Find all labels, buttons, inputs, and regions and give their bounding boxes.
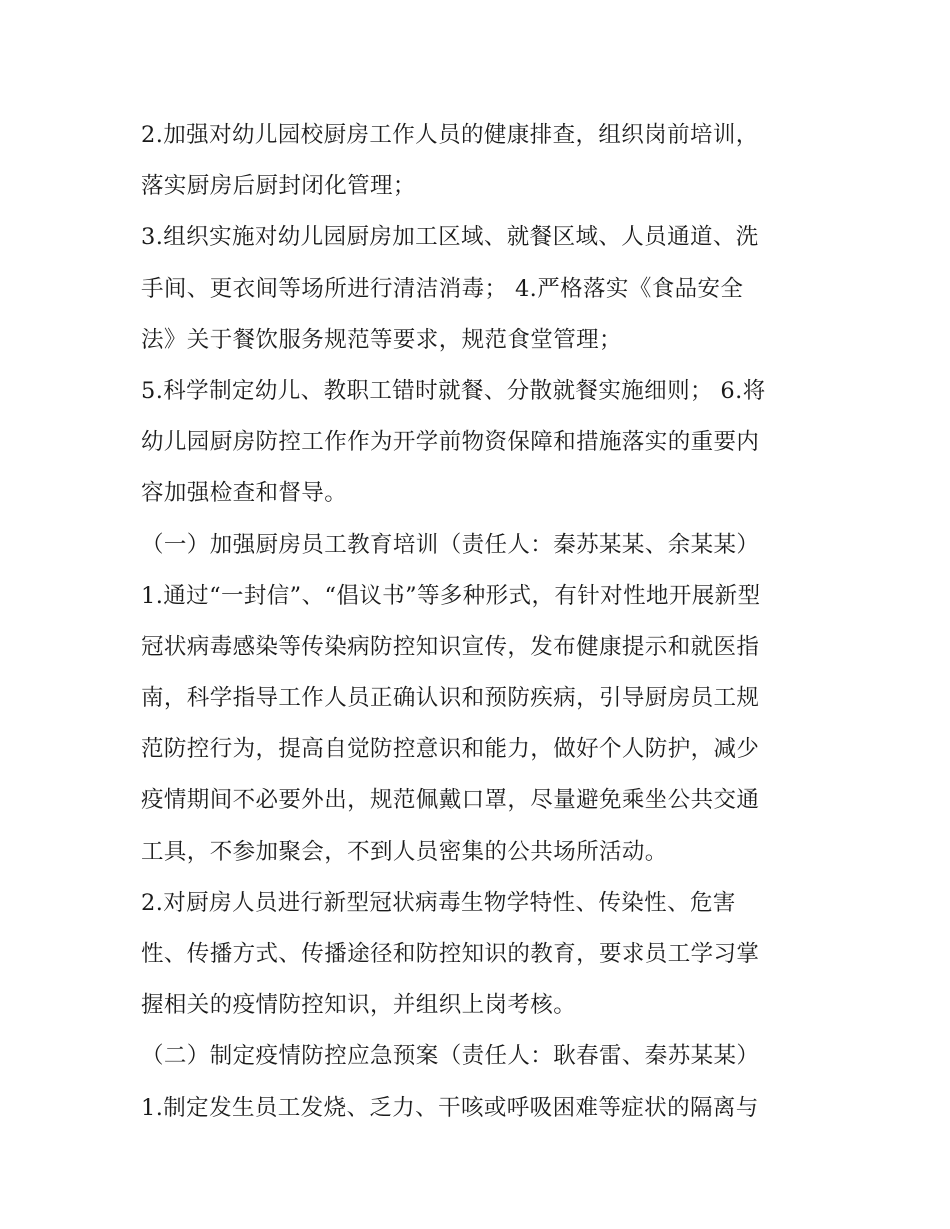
text-line: 手间、更衣间等场所进行清洁消毒； 4.严格落实《食品安全	[141, 275, 744, 302]
document-body	[141, 110, 821, 1134]
text-line: 握相关的疫情防控知识，并组织上岗考核。	[141, 992, 577, 1019]
text-line: 2.对厨房人员进行新型冠状病毒生物学特性、传染性、危害	[141, 889, 736, 916]
text-line: 工具，不参加聚会，不到人员密集的公共场所活动。	[141, 838, 668, 865]
text-line: 5.科学制定幼儿、教职工错时就餐、分散就餐实施细则； 6.将	[141, 377, 766, 404]
text-line: 2.加强对幼儿园校厨房工作人员的健康排查，组织岗前培训，	[141, 122, 759, 148]
section-heading: （二）制定疫情防控应急预案（责任人：耿春雷、秦苏某某）	[141, 1043, 760, 1070]
text-line: 幼儿园厨房防控工作作为开学前物资保障和措施落实的重要内	[141, 429, 760, 456]
text-line: 疫情期间不必要外出，规范佩戴口罩，尽量避免乘坐公共交通	[141, 787, 760, 814]
text-line: 1.制定发生员工发烧、乏力、干咳或呼吸困难等症状的隔离与	[141, 1094, 759, 1121]
text-line: 南，科学指导工作人员正确认识和预防疾病，引导厨房员工规	[141, 685, 760, 712]
text-line: 范防控行为，提高自觉防控意识和能力，做好个人防护，减少	[141, 736, 760, 763]
text-line: 法》关于餐饮服务规范等要求，规范食堂管理；	[141, 326, 622, 353]
text-line: 容加强检查和督导。	[141, 480, 348, 507]
text-line: 冠状病毒感染等传染病防控知识宣传，发布健康提示和就医指	[141, 633, 760, 660]
text-line: 落实厨房后厨封闭化管理；	[141, 173, 416, 200]
text-line: 3.组织实施对幼儿园厨房加工区域、就餐区域、人员通道、洗	[141, 224, 759, 251]
text-line: 性、传播方式、传播途径和防控知识的教育，要求员工学习掌	[141, 941, 760, 967]
text-line: 1.通过“一封信”、“倡议书”等多种形式，有针对性地开展新型	[141, 582, 761, 609]
section-heading: （一）加强厨房员工教育培训（责任人：秦苏某某、余某某）	[141, 531, 760, 558]
